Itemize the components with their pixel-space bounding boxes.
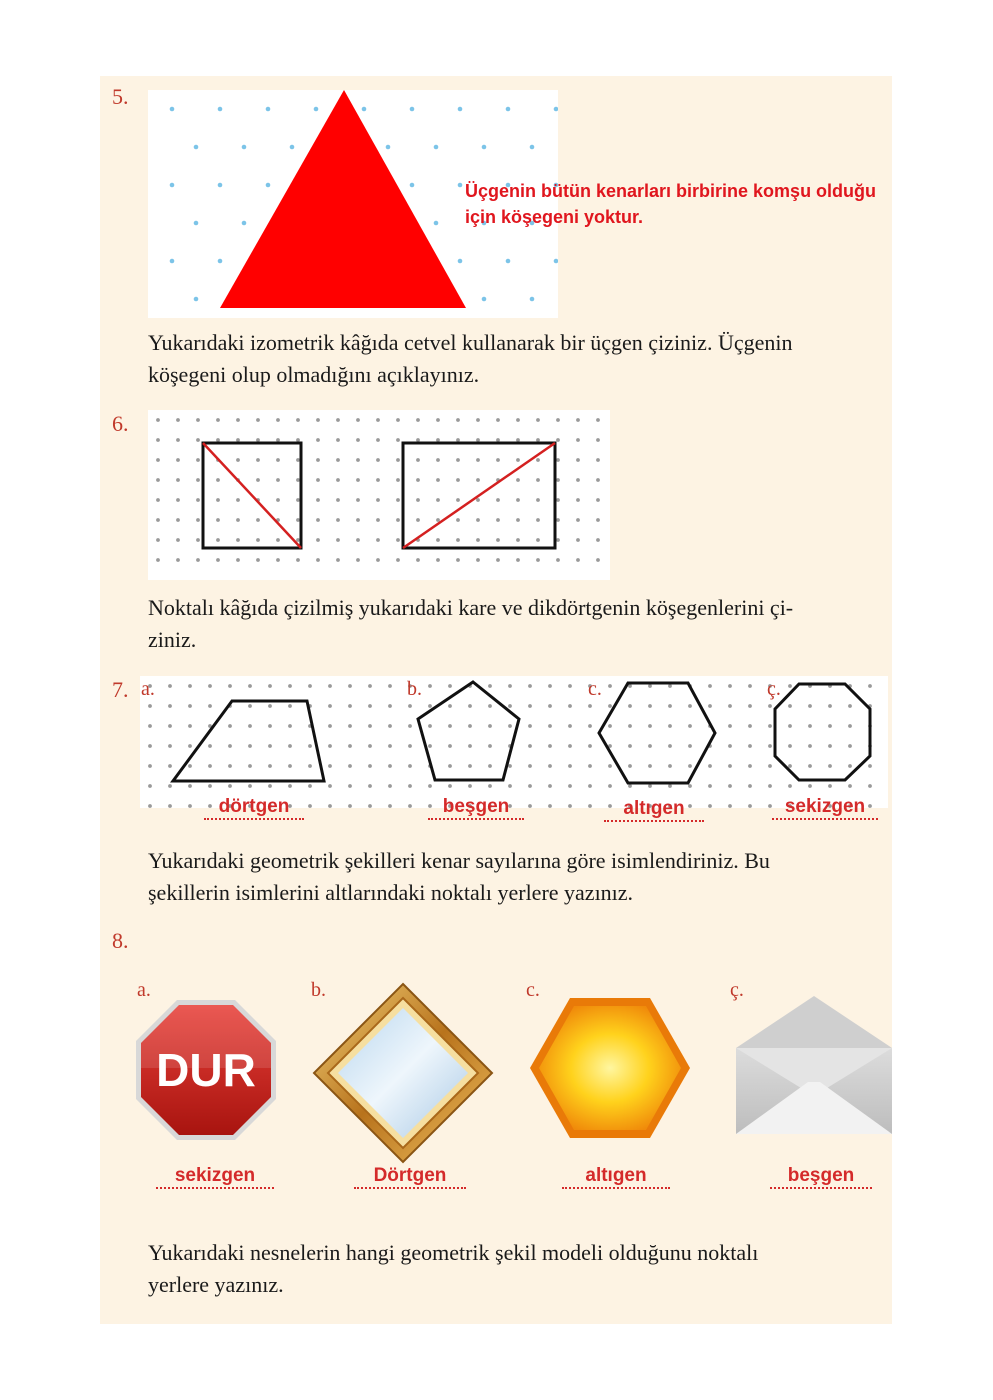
stop-sign-icon bbox=[136, 1000, 276, 1140]
dotted-paper-q6 bbox=[148, 410, 610, 580]
q7-letter-a: a. bbox=[141, 678, 155, 700]
q5-answer-note-line2: için köşegeni yoktur. bbox=[465, 207, 644, 227]
q8-instruction-line2: yerlere yazınız. bbox=[148, 1272, 284, 1297]
q7-letter-c: c. bbox=[588, 678, 602, 700]
q8-letter-c: c. bbox=[526, 979, 540, 1001]
question-7-number: 7. bbox=[112, 677, 129, 702]
q6-instruction bbox=[148, 592, 882, 656]
rectangle-diagonal bbox=[403, 443, 555, 548]
stop-sign-text: DUR bbox=[156, 1044, 256, 1096]
q8-instruction-line1: Yukarıdaki nesnelerin hangi geometrik şekil modeli olduğunu noktalı bbox=[148, 1240, 759, 1265]
q8-letter-b: b. bbox=[311, 979, 326, 1001]
quadrilateral-shape bbox=[173, 701, 324, 781]
q8-instruction bbox=[148, 1237, 882, 1301]
question-8-number: 8. bbox=[112, 928, 129, 953]
q7-instruction bbox=[148, 845, 882, 909]
q7-letter-b: b. bbox=[407, 678, 422, 700]
q6-instruction-line1: Noktalı kâğıda çizilmiş yukarıdaki kare ve dikdörtgenin köşegenlerini çi- bbox=[148, 595, 794, 620]
mirror-frame-icon bbox=[314, 984, 492, 1162]
q7-answer-c: altıgen bbox=[604, 798, 704, 822]
q5-instruction-line2: köşegeni olup olmadığını açıklayınız. bbox=[148, 362, 480, 387]
isometric-paper bbox=[148, 90, 558, 318]
hexagon-shape bbox=[599, 683, 715, 783]
q5-instruction bbox=[148, 327, 882, 391]
envelope-icon bbox=[736, 996, 892, 1136]
q7-instruction-line1: Yukarıdaki geometrik şekilleri kenar sayılarına göre isimlendiriniz. Bu bbox=[148, 848, 770, 873]
q8-answer-c: altıgen bbox=[562, 1165, 670, 1189]
drawn-triangle bbox=[220, 90, 466, 308]
q8-answer-b: Dörtgen bbox=[354, 1165, 466, 1189]
octagon-shape bbox=[775, 684, 870, 780]
q8-answer-a: sekizgen bbox=[156, 1165, 274, 1189]
square-diagonal bbox=[203, 443, 301, 548]
question-5-number: 5. bbox=[112, 84, 129, 109]
q7-answer-a: dörtgen bbox=[204, 796, 304, 820]
q5-answer-note-line1: Üçgenin bütün kenarları birbirine komşu olduğu bbox=[465, 181, 877, 201]
q8-letter-cedilla: ç. bbox=[730, 979, 744, 1001]
q7-answer-cedilla: sekizgen bbox=[772, 796, 878, 820]
q7-answer-b: beşgen bbox=[428, 796, 524, 820]
q7-instruction-line2: şekillerin isimlerini altlarındaki noktalı yerlere yazınız. bbox=[148, 880, 634, 905]
honeycomb-hexagon-icon bbox=[530, 998, 690, 1138]
q8-answer-cedilla: beşgen bbox=[770, 1165, 872, 1189]
pentagon-shape bbox=[418, 682, 519, 780]
q7-letter-cedilla: ç. bbox=[767, 678, 781, 700]
q6-instruction-line2: ziniz. bbox=[148, 627, 197, 652]
q5-instruction-line1: Yukarıdaki izometrik kâğıda cetvel kullanarak bir üçgen çiziniz. Üçgenin bbox=[148, 330, 793, 355]
question-6-number: 6. bbox=[112, 411, 129, 436]
q8-letter-a: a. bbox=[137, 979, 151, 1001]
